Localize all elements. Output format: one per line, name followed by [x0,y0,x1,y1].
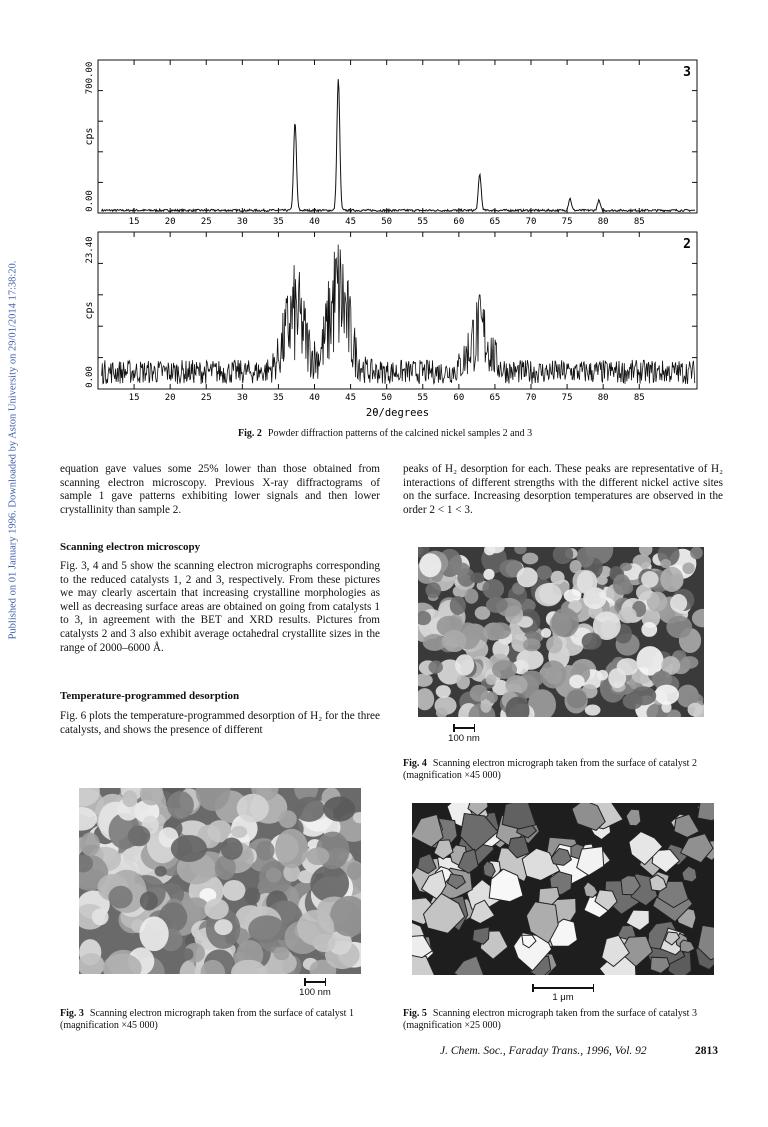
particle [323,797,355,822]
particle [666,616,692,639]
y-tick-label: 23.40 [85,236,95,264]
journal-footer: J. Chem. Soc., Faraday Trans., 1996, Vol. 92 [440,1045,647,1057]
paragraph: peaks of H₂ desorption for each. These peaks are representative of H₂ interactions of different strengths with the different nickel active sites on the surface. Increasing desorption temperatures are observed in the order 2 < 1 < 3. [403,463,723,516]
scale-bar: 100 nm [285,981,345,998]
particle [419,553,441,577]
x-tick-label: 20 [164,217,176,227]
particle [109,886,133,909]
particle [155,866,167,877]
y-tick-label: 700.00 [85,61,95,95]
panel-label: 3 [683,65,691,80]
particle [567,689,587,708]
particle [221,838,243,860]
particle [244,887,260,904]
particle [620,563,632,572]
particle [492,660,517,679]
particle [523,638,541,651]
paragraph: Fig. 3, 4 and 5 show the scanning electron micrographs corresponding to the reduced catalysts 1, 2 and 3, respectively. From these pictures we may clearly ascertain that increasing crystalline morphologies as well as decreasing surface areas are obtained on going from catalysts 1 to 3, in agreement with the BET and XRD results. Pictures from catalysts 2 and 3 also exhibit average octahedral crystallite sizes in the range of 2000–6000 Å. [60,560,380,654]
particle [660,567,683,592]
particle [171,835,207,862]
y-axis-label: cps [84,127,95,146]
particle [552,608,579,638]
x-tick-label: 55 [417,393,429,403]
particle [266,868,282,883]
x-tick-label: 70 [525,217,537,227]
x-tick-label: 75 [561,393,573,403]
particle [140,891,158,910]
diffraction-trace [102,245,695,384]
particle [470,572,485,583]
particle [297,910,334,946]
x-tick-label: 50 [381,393,393,403]
y-tick-label: 0.00 [85,366,95,388]
download-notice: Published on 01 January 1996. Downloaded by Aston University on 29/01/2014 17:38:20. [7,260,19,640]
x-tick-label: 80 [597,217,609,227]
x-tick-label: 60 [453,217,465,227]
particle [597,670,608,681]
particle [222,880,245,901]
page-number: 2813 [695,1045,718,1057]
particle [660,559,671,568]
particle [167,791,194,819]
particle [597,575,608,585]
particle [450,596,466,615]
particle [536,566,552,580]
x-tick-label: 25 [200,217,212,227]
particle [613,574,631,595]
x-tick-label: 65 [489,393,501,403]
sem-micrograph-catalyst-2 [418,547,704,717]
paragraph: equation gave values some 25% lower than those obtained from scanning electron microscopy. Previous X-ray diffractograms of sample 1 gave patterns exhibiting lower signals and then lower crystallinity than sample 2. [60,463,380,516]
x-tick-label: 20 [164,393,176,403]
x-tick-label: 50 [381,217,393,227]
plot-frame [98,60,697,213]
particle [214,919,232,935]
section-heading-sem: Scanning electron microscopy [60,541,201,553]
particle [582,633,602,650]
x-tick-label: 70 [525,393,537,403]
particle [670,594,687,612]
particle [128,826,151,847]
x-tick-label: 30 [236,217,248,227]
particle [248,915,285,943]
particle [204,898,228,919]
fig3-caption: Fig. 3 Scanning electron micrograph taken from the surface of catalyst 1 (magnification ×45 000) [60,1008,354,1031]
particle [181,948,193,960]
particle [279,810,297,828]
x-axis-label: 2θ/degrees [365,407,430,419]
crystallite [698,803,715,821]
x-tick-label: 30 [236,393,248,403]
particle [139,916,168,951]
x-tick-label: 15 [128,217,140,227]
particle [540,660,566,688]
particle [455,654,474,675]
particle [641,571,658,588]
particle [631,686,656,705]
particle [442,630,467,652]
particle [585,704,601,715]
particle [426,582,442,598]
scale-bar: 1 μm [528,987,598,1003]
sem-micrograph-catalyst-1 [79,788,361,974]
y-axis-label: cps [84,301,95,320]
particle [682,562,694,574]
particle [681,656,699,669]
sem-micrograph-catalyst-3 [412,803,714,975]
particle [569,675,584,689]
particle [541,628,551,638]
left-column [60,463,380,517]
x-tick-label: 85 [633,393,645,403]
fig5-caption: Fig. 5 Scanning electron micrograph taken from the surface of catalyst 3 (magnification ×25 000) [403,1008,697,1031]
x-tick-label: 75 [561,217,573,227]
particle [452,562,470,575]
left-column-para2 [60,560,380,655]
panel-label: 2 [683,237,691,252]
xrd-panel-sample-3 [84,60,697,227]
particle [482,579,504,599]
x-tick-label: 85 [633,217,645,227]
particle [690,547,703,559]
particle [641,622,657,637]
particle [428,661,442,674]
particle [489,622,511,639]
particle [480,700,491,713]
x-tick-label: 35 [272,393,284,403]
particle [436,685,451,698]
particle [617,658,639,675]
particle [535,583,562,606]
x-tick-label: 25 [200,393,212,403]
particle [577,570,598,594]
fig2-caption: Fig. 2 Powder diffraction patterns of the calcined nickel samples 2 and 3 [238,428,533,439]
particle [486,674,497,685]
left-column-para3 [60,710,380,737]
particle [231,826,247,838]
particle [546,636,562,653]
particle [122,790,137,807]
particle [522,553,538,565]
y-tick-label: 0.00 [85,190,95,212]
particle [516,649,543,670]
particle [517,567,538,587]
x-tick-label: 60 [453,393,465,403]
particle [275,829,308,868]
particle [307,847,330,865]
particle [256,841,274,861]
x-tick-label: 65 [489,217,501,227]
x-tick-label: 45 [345,393,357,403]
section-heading-tpd: Temperature-programmed desorption [60,690,240,702]
particle [654,685,678,705]
x-tick-label: 35 [272,217,284,227]
right-column [403,463,723,517]
diffraction-trace [102,79,695,211]
scale-bar: 100 nm [434,727,494,744]
xrd-figure [0,0,768,430]
x-tick-label: 45 [345,217,357,227]
particle [80,832,100,856]
particle [483,569,494,580]
particle [551,571,565,585]
x-tick-label: 15 [128,393,140,403]
paragraph: Fig. 6 plots the temperature-programmed desorption of H₂ for the three catalysts, and shows the presence of different [60,710,380,736]
particle [465,589,479,604]
particle [564,589,582,602]
particle [618,607,636,623]
x-tick-label: 80 [597,393,609,403]
particle [92,908,109,925]
particle [486,597,508,613]
particle [294,797,325,822]
particle [237,794,269,823]
x-tick-label: 40 [309,217,320,227]
particle [273,947,289,961]
xrd-panel-sample-2 [84,232,697,419]
particle [470,685,488,702]
particle [310,865,349,902]
x-tick-label: 55 [417,217,429,227]
fig4-caption: Fig. 4 Scanning electron micrograph taken from the surface of catalyst 2 (magnification ×45 000) [403,758,697,781]
x-tick-label: 40 [309,393,320,403]
